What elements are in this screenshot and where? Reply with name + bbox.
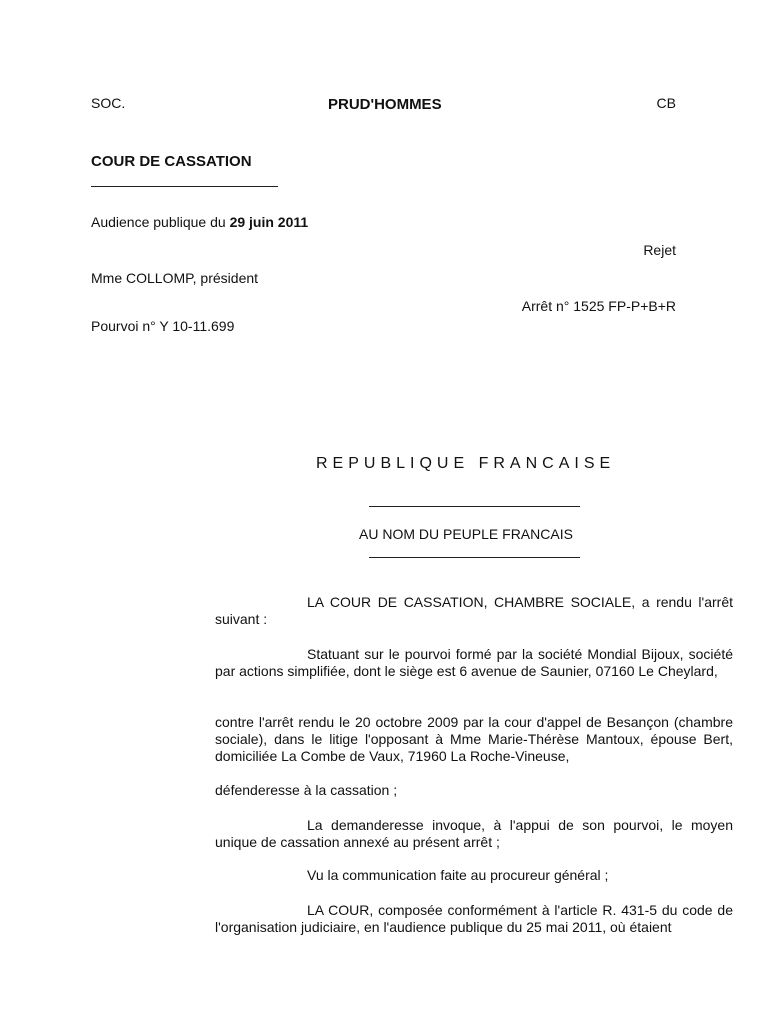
paragraph-prosecutor: Vu la communication faite au procureur général ; xyxy=(307,867,609,883)
chamber-code: SOC. xyxy=(91,95,126,111)
decision-label: Rejet xyxy=(643,242,676,258)
paragraph-defendant: défenderesse à la cassation ; xyxy=(215,782,398,798)
people-heading: AU NOM DU PEUPLE FRANCAIS xyxy=(359,526,573,542)
clerk-initials: CB xyxy=(656,95,676,111)
paragraph-grounds: La demanderesse invoque, à l'appui de son pourvoi, le moyen unique de cassation annexé au présent arrêt ; xyxy=(215,817,733,850)
heading-rule-bottom xyxy=(369,557,580,558)
paragraph-composition: LA COUR, composée conformément à l'article R. 431-5 du code de l'organisation judiciaire, en l'audience publique du 25 mai 2011, où étaient xyxy=(215,902,733,935)
hearing-prefix: Audience publique du xyxy=(91,214,230,230)
hearing-line xyxy=(91,214,308,231)
president-line: Mme COLLOMP, président xyxy=(91,270,259,286)
document-title: PRUD'HOMMES xyxy=(328,96,442,113)
republic-heading: REPUBLIQUE FRANCAISE xyxy=(316,455,616,472)
paragraph-intro: LA COUR DE CASSATION, CHAMBRE SOCIALE, a rendu l'arrêt suivant : xyxy=(215,594,733,627)
heading-rule-top xyxy=(369,506,580,507)
court-underline xyxy=(91,186,278,187)
hearing-date: 29 juin 2011 xyxy=(229,214,309,230)
paragraph-respondent: contre l'arrêt rendu le 20 octobre 2009 par la cour d'appel de Besançon (chambre sociale), dans le litige l'opposant à Mme Marie-Thérèse Mantoux, épouse Bert, domiciliée La Combe de Vaux, 71960 La Roche-Vineuse, xyxy=(215,714,733,764)
appeal-number: Pourvoi n° Y 10-11.699 xyxy=(91,318,235,334)
ruling-number: Arrêt n° 1525 FP-P+B+R xyxy=(521,298,676,314)
paragraph-appellant: Statuant sur le pourvoi formé par la société Mondial Bijoux, société par actions simplifiée, dont le siège est 6 avenue de Saunier, 07160 Le Cheylard, xyxy=(215,646,733,679)
court-name: COUR DE CASSATION xyxy=(91,153,252,170)
